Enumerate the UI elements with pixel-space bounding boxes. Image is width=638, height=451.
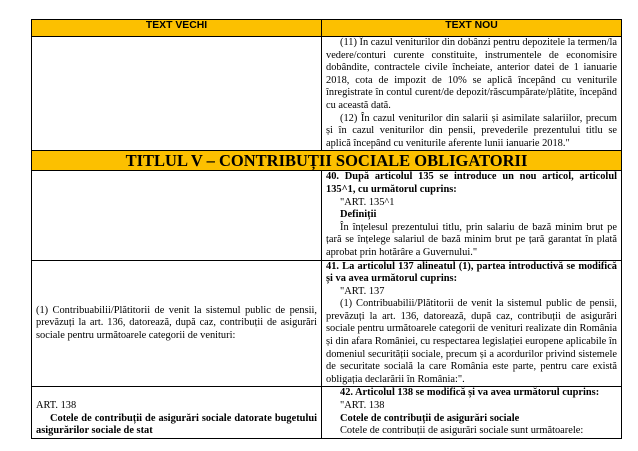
header-row xyxy=(32,20,622,37)
new-text-cell xyxy=(322,260,622,387)
old-text-cell xyxy=(32,387,322,438)
table-row xyxy=(32,171,622,260)
article-body: În înțelesul prezentului titlu, prin salariu de bază minim brut pe țară se înțelege salariul de bază minim brut pe țară garantat în plată aprobat prin hotărâre a Guvernului." xyxy=(326,221,617,258)
old-text-cell xyxy=(32,171,322,260)
article-number: ART. 138 xyxy=(36,400,77,412)
article-title: Definiții xyxy=(340,209,377,221)
comparison-table xyxy=(31,19,622,439)
paragraph-11: (11) În cazul veniturilor din dobânzi pentru depozitele la termen/la vedere/conturi curente constituite, instrumentele de economisire dobândite, contractele civile încheiate, anterior datei de 1 ianuarie 2018, cota de impozit de 10% se aplică începând cu veniturile înregistrate în contul curent/de depozit/răscumpărate/plătite, începând cu această dată. xyxy=(326,37,617,111)
article-body: (1) Contribuabilii/Plătitorii de venit la sistemul public de pensii, prevăzuți la art. 136, datorează, după caz, contribuții de asigurări sociale pentru următoarele categorii de venituri realizate din România și din afara României, cu respectarea legislației europene aplicabile în domeniul securității sociale, precum și a acordurilor privind sistemele de securitate socială la care România este parte, pentru care există obligația declarării în România:". xyxy=(326,298,617,385)
header-new: TEXT NOU xyxy=(322,20,622,37)
table-row xyxy=(32,260,622,387)
table-row xyxy=(32,387,622,438)
paragraph-12: (12) În cazul veniturilor din salarii și asimilate salariilor, precum și în cazul veniturilor din pensii, prevederile prezentului titlu se aplică începând cu veniturile aferente lunii ianuarie 2018." xyxy=(326,112,617,149)
article-number: "ART. 135^1 xyxy=(340,196,395,208)
article-number: "ART. 138 xyxy=(340,400,385,412)
header-old: TEXT VECHI xyxy=(32,20,322,37)
old-text-cell xyxy=(32,37,322,151)
section-title-row xyxy=(32,151,622,171)
article-number: "ART. 137 xyxy=(340,285,385,297)
amendment-heading: 42. Articolul 138 se modifică și va avea următorul cuprins: xyxy=(340,387,600,399)
article-title: Cotele de contribuții de asigurări sociale xyxy=(340,412,520,424)
table-row xyxy=(32,37,622,151)
amendment-heading: 41. La articolul 137 alineatul (1), partea introductivă se modifică și va avea următorul cuprins: xyxy=(326,260,617,285)
new-text-cell xyxy=(322,37,622,151)
new-text-cell xyxy=(322,171,622,260)
article-body: Cotele de contribuții de asigurări sociale sunt următoarele: xyxy=(340,425,584,437)
section-title: TITLUL V – CONTRIBUȚII SOCIALE OBLIGATORII xyxy=(32,151,622,171)
amendment-heading: 40. După articolul 135 se introduce un nou articol, articolul 135^1, cu următorul cuprins: xyxy=(326,171,617,195)
article-title: Cotele de contribuții de asigurări sociale datorate bugetului asigurărilor sociale de stat xyxy=(36,412,317,437)
old-text-cell: (1) Contribuabilii/Plătitorii de venit la sistemul public de pensii, prevăzuți la art. 136, datorează, după caz, contribuții de asigurări sociale pentru următoarele categorii de venituri: xyxy=(32,260,322,387)
new-text-cell xyxy=(322,387,622,438)
